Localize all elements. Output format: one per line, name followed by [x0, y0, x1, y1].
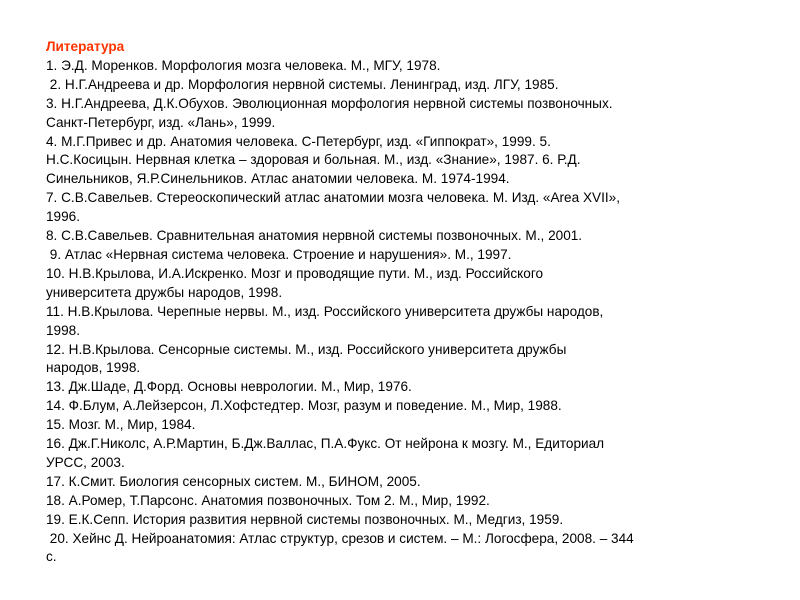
reference-line: 1998.	[46, 322, 81, 338]
reference-line: 8. С.В.Савельев. Сравнительная анатомия нервной системы позвоночных. М., 2001.	[46, 228, 583, 244]
reference-line: 15. Мозг. М., Мир, 1984.	[46, 417, 196, 433]
reference-line: 9. Атлас «Нервная система человека. Строение и нарушения». М., 1997.	[46, 246, 512, 262]
reference-line: с.	[46, 549, 57, 565]
reference-line: 4. М.Г.Привес и др. Анатомия человека. С-Петербург, изд. «Гиппократ», 1999. 5.	[46, 133, 551, 149]
reference-line: 3. Н.Г.Андреева, Д.К.Обухов. Эволюционная морфология нервной системы позвоночных.	[46, 95, 613, 111]
reference-line: 13. Дж.Шаде, Д.Форд. Основы неврологии. М., Мир, 1976.	[46, 379, 412, 395]
reference-line: Санкт-Петербург, изд. «Лань», 1999.	[46, 114, 276, 130]
reference-line: народов, 1998.	[46, 360, 141, 376]
reference-line: 7. С.В.Савельев. Стереоскопический атлас анатомии мозга человека. М. Изд. «Area XVII»,	[46, 190, 620, 206]
reference-line: Н.С.Косицын. Нервная клетка – здоровая и больная. М., изд. «Знание», 1987. 6. Р.Д.	[46, 152, 581, 168]
reference-lines	[46, 57, 766, 567]
reference-line: 19. Е.К.Сепп. История развития нервной системы позвоночных. М., Медгиз, 1959.	[46, 511, 564, 527]
reference-line: 12. Н.В.Крылова. Сенсорные системы. М., изд. Российского университета дружбы	[46, 341, 567, 357]
reference-line: Синельников, Я.Р.Синельников. Атлас анатомии человека. М. 1974-1994.	[46, 171, 510, 187]
reference-line: 10. Н.В.Крылова, И.А.Искренко. Мозг и проводящие пути. М., изд. Российского	[46, 265, 544, 281]
reference-line: 16. Дж.Г.Николс, А.Р.Мартин, Б.Дж.Валлас, П.А.Фукс. От нейрона к мозгу. М., Едиториал	[46, 436, 605, 452]
reference-line: 2. Н.Г.Андреева и др. Морфология нервной системы. Ленинград, изд. ЛГУ, 1985.	[46, 76, 559, 92]
reference-line: 14. Ф.Блум, А.Лейзерсон, Л.Хофстедтер. Мозг, разум и поведение. М., Мир, 1988.	[46, 398, 562, 414]
reference-line: 17. К.Смит. Биология сенсорных систем. М., БИНОМ, 2005.	[46, 473, 421, 489]
reference-line: УРСС, 2003.	[46, 454, 125, 470]
reference-line: 1. Э.Д. Моренков. Морфология мозга человека. М., МГУ, 1978.	[46, 57, 441, 73]
reference-line: 18. А.Ромер, Т.Парсонс. Анатомия позвоночных. Том 2. М., Мир, 1992.	[46, 492, 490, 508]
reference-line: университета дружбы народов, 1998.	[46, 284, 283, 300]
reference-line: 11. Н.В.Крылова. Черепные нервы. М., изд. Российского университета дружбы народов,	[46, 303, 604, 319]
reference-list	[46, 38, 766, 567]
reference-line: 20. Хейнс Д. Нейроанатомия: Атлас структур, срезов и систем. – М.: Логосфера, 2008. – 344	[46, 530, 634, 546]
page-title: Литература	[46, 39, 125, 54]
reference-line: 1996.	[46, 209, 81, 225]
